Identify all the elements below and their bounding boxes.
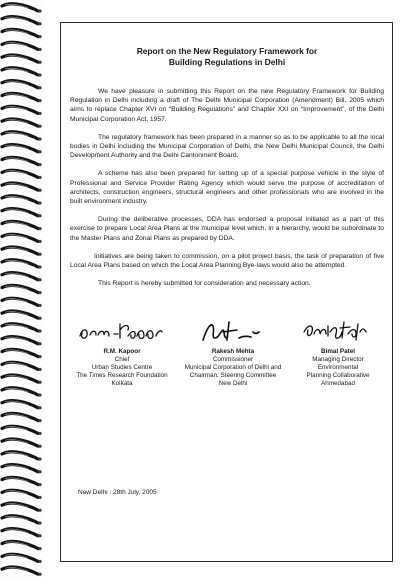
signatory-patel-city: Ahmedabad <box>321 380 355 388</box>
signatory-kapoor-org-1: Urban Studies Centre <box>91 364 153 372</box>
spiral-binding-coils <box>0 0 44 580</box>
signature-block <box>70 318 384 438</box>
paragraph-applicability: The regulatory framework has been prepared in a manner so as to be applicable to all the local bodies in Delhi including the Municipal Corporation of Delhi, the New Delhi Municipal Council, the Delhi Development Authority and the Delhi Cantonment Board. <box>70 133 384 160</box>
binding-coil <box>2 503 42 512</box>
signature-mehta-image <box>193 318 273 344</box>
report-title-line-1: Report on the New Regulatory Framework for <box>136 46 318 56</box>
signatory-kapoor-name: R.M. Kapoor <box>103 348 141 355</box>
binding-coil <box>2 362 42 371</box>
binding-coil <box>2 311 42 320</box>
paragraph-rating-agency: A scheme has also been prepared for setting up of a special purpose vehicle in the style of Professional and Service Provider Rating Agency which would serve the purpose of accreditation of architects, construction engineers, structural engineers and other professionals who are involved in the built environment industry. <box>70 170 384 206</box>
signatory-patel <box>292 318 384 388</box>
binding-coil <box>2 234 42 243</box>
binding-coil <box>2 349 42 358</box>
binding-coil <box>2 145 42 154</box>
binding-coil <box>2 196 42 205</box>
binding-coil <box>2 81 42 90</box>
signature-kapoor-image <box>74 318 170 344</box>
binding-coil <box>2 273 42 282</box>
signatory-mehta-city: New Delhi <box>218 380 248 388</box>
binding-coil <box>2 260 42 269</box>
binding-coil <box>2 119 42 128</box>
binding-coil <box>2 452 42 461</box>
binding-coil <box>2 285 42 294</box>
signatory-kapoor-city: Kolkata <box>111 380 133 388</box>
binding-coil <box>2 106 42 115</box>
signatory-patel-title: Managing Director <box>312 356 364 364</box>
binding-coil <box>2 29 42 38</box>
spiral-binding <box>0 0 44 580</box>
binding-coil <box>2 93 42 102</box>
paragraph-submission: We have pleasure in submitting this Report on the new Regulatory Framework for Building Regulation in Delhi including a draft of The Delhi Municipal Corporation (Amendment) Bill, 2005 which aims to replace Chapter XVI on “Building Regulations” and Chapter XXI on “Improvement”, of the Delhi Municipal Corporation Act, 1957. <box>70 88 384 123</box>
binding-coil <box>2 170 42 179</box>
binding-coil <box>2 439 42 448</box>
binding-coil <box>2 516 42 525</box>
signatory-kapoor <box>72 318 172 388</box>
binding-coil <box>2 68 42 77</box>
binding-coil <box>2 413 42 422</box>
binding-coil <box>2 247 42 256</box>
binding-coil <box>2 426 42 435</box>
binding-coil <box>2 132 42 141</box>
binding-coil <box>2 42 42 51</box>
binding-coil <box>2 324 42 333</box>
signatory-kapoor-org-2: The Times Research Foundation <box>76 372 168 380</box>
binding-coil <box>2 337 42 346</box>
binding-coil <box>2 221 42 230</box>
binding-coil <box>2 209 42 218</box>
binding-coil <box>2 465 42 474</box>
binding-coil <box>2 490 42 499</box>
signatory-kapoor-title: Chief <box>114 356 130 364</box>
report-title <box>70 46 384 67</box>
binding-coil <box>2 157 42 166</box>
binding-coil <box>2 388 42 397</box>
binding-coil <box>2 401 42 410</box>
binding-coil <box>2 375 42 384</box>
report-title-line-2: Building Regulations in Delhi <box>168 56 286 67</box>
binding-coil <box>2 298 42 307</box>
signatory-mehta-org-2: Chairman, Steering Committee <box>189 372 277 380</box>
binding-coil <box>2 477 42 486</box>
paragraph-closing: This Report is hereby submitted for consideration and necessary action. <box>98 280 311 288</box>
report-body <box>70 30 384 297</box>
binding-coil <box>2 554 42 563</box>
signatory-patel-name: Bimal Patel <box>321 348 355 355</box>
paragraph-local-area-plans: During the deliberative processes, DDA has endorsed a proposal initiated as a part of this exercise to prepare Local Area Plans at the municipal level which, in a hierarchy, would be subordinate to the Master Plans and Zonal Plans as prepared by DDA. <box>70 216 384 242</box>
signatory-patel-org-2: Planning Collaborative <box>306 372 370 380</box>
binding-coil <box>2 567 42 576</box>
signatory-mehta-org-1: Municipal Corporation of Delhi and <box>184 364 282 372</box>
date-line: New Delhi : 28th July, 2005 <box>78 489 157 496</box>
signatory-patel-org-1: Environmental <box>317 364 359 372</box>
binding-coil <box>2 541 42 550</box>
binding-coil <box>2 4 42 13</box>
binding-coil <box>2 55 42 64</box>
binding-coil <box>2 529 42 538</box>
binding-coil <box>2 17 42 26</box>
signatory-mehta-title: Commissioner <box>212 356 254 364</box>
signatory-mehta-name: Rakesh Mehta <box>211 348 255 355</box>
signature-patel-image <box>298 318 378 344</box>
signatory-mehta <box>178 318 288 388</box>
paragraph-pilot-project: Initiatives are being taken to commission, on a pilot project basis, the task of preparation of five Local Area Plans based on which the Local Area Planning Bye-laws would also be attempted. <box>70 252 384 270</box>
binding-coil <box>2 183 42 192</box>
